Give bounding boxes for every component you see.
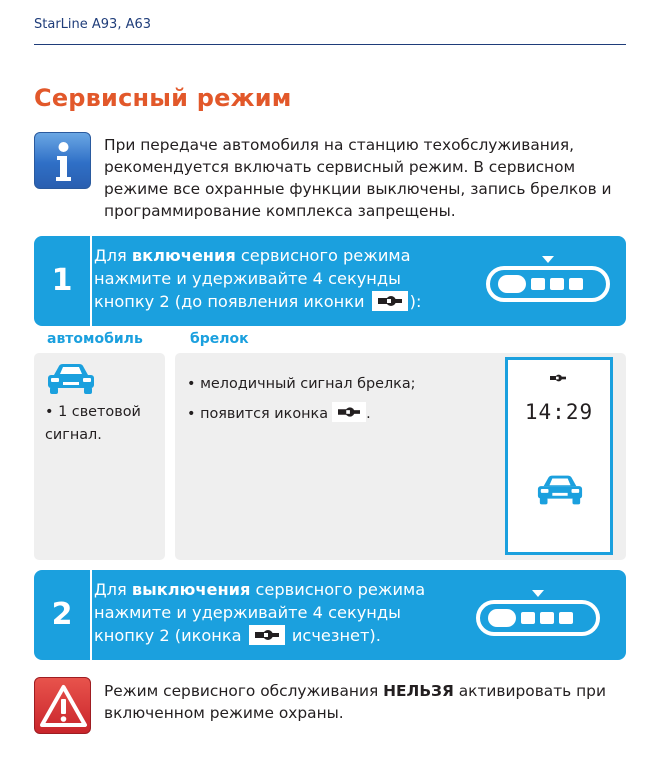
step-2-prefix: Для [94,580,132,599]
lcd-car-icon [536,474,584,506]
warning-bold: НЕЛЬЗЯ [383,682,454,700]
step-divider [90,570,92,660]
car-panel [34,353,165,560]
step-1-line3-start: кнопку 2 (до появления иконки [94,292,370,311]
document-header: StarLine A93, A63 [34,17,152,32]
car-column-label: автомобиль [47,331,143,347]
step-1-text [94,244,474,313]
step-1-box [34,236,626,326]
step-2-box [34,570,626,660]
step-1-number: 1 [51,263,73,298]
lcd-time: 14:29 [524,400,594,424]
warning-text-end: активировать при включенном режиме охраны. [104,682,606,722]
header-rule [34,44,626,45]
warning-icon [34,677,91,734]
car-icon [46,363,96,395]
step-1-line1-rest: сервисного режима [235,246,411,265]
step-divider [90,236,92,326]
step-2-bold: выключения [131,580,251,599]
intro-text: При передаче автомобиля на станцию техобслуживания, рекомендуется включать сервисный режим. В сервисном режиме все охранные функции выключены, запись брелков и программирование комплекса запрещены. [104,136,612,220]
list-item [187,402,487,426]
fob-lcd-display [505,357,613,555]
fob-item-2-text: • появится иконка [187,406,329,422]
step-2-line3-start: кнопку 2 (иконка [94,626,247,645]
fob-item-2-end: . [366,406,371,422]
fob-signal-list [187,373,487,432]
step-2-number: 2 [51,597,73,632]
step-1-line3-end: ): [409,292,422,311]
warning-text-start: Режим сервисного обслуживания [104,682,384,700]
car-signal-text: • 1 световой сигнал. [45,404,141,443]
wrench-icon [332,402,366,422]
key-fob-icon [474,590,602,640]
key-fob-icon [484,256,612,306]
wrench-icon [249,625,285,645]
list-item: • мелодичный сигнал брелка; [187,376,416,392]
step-2-line1-rest: сервисного режима [250,580,426,599]
step-1-prefix: Для [94,246,132,265]
step-1-bold: включения [131,246,236,265]
step-2-line2: нажмите и удерживайте 4 секунды [94,603,401,622]
step-1-line2: нажмите и удерживайте 4 секунды [94,269,401,288]
step-2-text [94,578,474,647]
wrench-icon [372,291,408,311]
step-2-line3-end: исчезнет). [286,626,381,645]
lcd-wrench-icon [550,373,566,383]
info-icon [34,132,91,189]
warning-text [104,680,614,724]
page-title: Сервисный режим [34,84,292,112]
fob-column-label: брелок [190,331,249,347]
